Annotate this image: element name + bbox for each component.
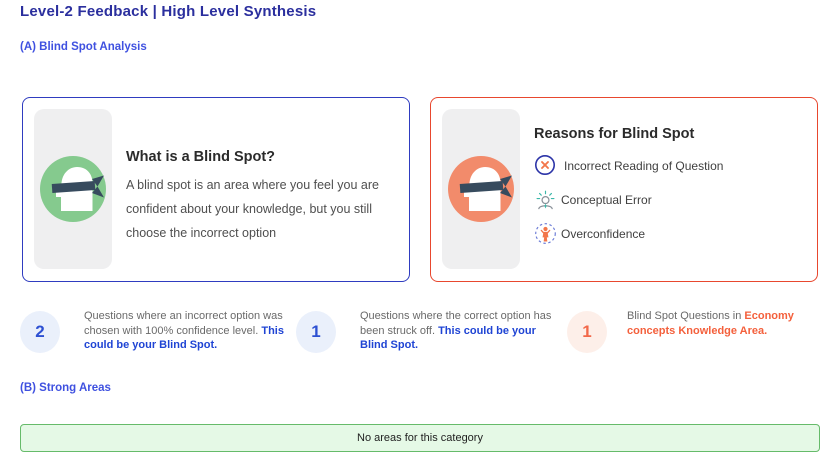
blind-spot-illustration-orange	[442, 109, 520, 269]
stat-count-badge: 1	[296, 311, 336, 353]
blind-spot-cards	[22, 97, 818, 282]
stat-count-badge: 1	[567, 311, 607, 353]
stat-text-plain: Questions where an incorrect option was chosen with 100% confidence level.	[84, 310, 283, 337]
stat-text-highlight: This could be your Blind Spot.	[84, 324, 284, 351]
section-b-label: (B) Strong Areas	[20, 382, 111, 394]
page-title: Level-2 Feedback | High Level Synthesis	[20, 3, 317, 20]
stat-count-badge: 2	[20, 311, 60, 353]
stat-text-highlight: Economy concepts Knowledge Area.	[627, 310, 794, 337]
strong-areas-empty-state	[20, 424, 820, 452]
reasons-list	[534, 154, 723, 245]
stat-blind-spot-knowledge-area	[567, 300, 820, 353]
stat-correct-option-struck-off	[296, 300, 558, 353]
stat-text-plain: Blind Spot Questions in	[627, 310, 745, 322]
reason-label: Incorrect Reading of Question	[564, 158, 724, 173]
conceptual-error-icon	[534, 188, 557, 211]
reason-label: Conceptual Error	[561, 192, 652, 207]
stat-description	[360, 300, 558, 353]
blind-spot-illustration-green	[34, 109, 112, 269]
stat-text-highlight: This could be your Blind Spot.	[360, 324, 536, 351]
stat-description	[627, 300, 812, 338]
what-card-heading: What is a Blind Spot?	[126, 149, 276, 165]
stat-text-plain: Questions where the correct option has been struck off.	[360, 310, 552, 337]
what-card-text	[126, 109, 388, 270]
overconfidence-icon	[534, 222, 557, 245]
x-circle-icon	[534, 154, 557, 177]
reasons-card-text	[534, 109, 723, 270]
what-is-blind-spot-card	[22, 97, 410, 282]
reasons-for-blind-spot-card	[430, 97, 818, 282]
empty-state-message: No areas for this category	[357, 432, 483, 444]
reasons-card-heading: Reasons for Blind Spot	[534, 126, 695, 142]
blindfold-head-icon	[448, 156, 514, 222]
reason-item-conceptual-error	[534, 188, 723, 211]
section-a-label: (A) Blind Spot Analysis	[20, 41, 147, 53]
reason-item-incorrect-reading	[534, 154, 723, 177]
blindfold-head-icon	[40, 156, 106, 222]
reason-item-overconfidence	[534, 222, 723, 245]
reason-label: Overconfidence	[561, 226, 646, 241]
stat-description	[84, 300, 285, 353]
what-card-body: A blind spot is an area where you feel you are confident about your knowledge, but you still choose the incorrect option	[126, 178, 379, 240]
stat-incorrect-option-confidence	[20, 300, 285, 353]
